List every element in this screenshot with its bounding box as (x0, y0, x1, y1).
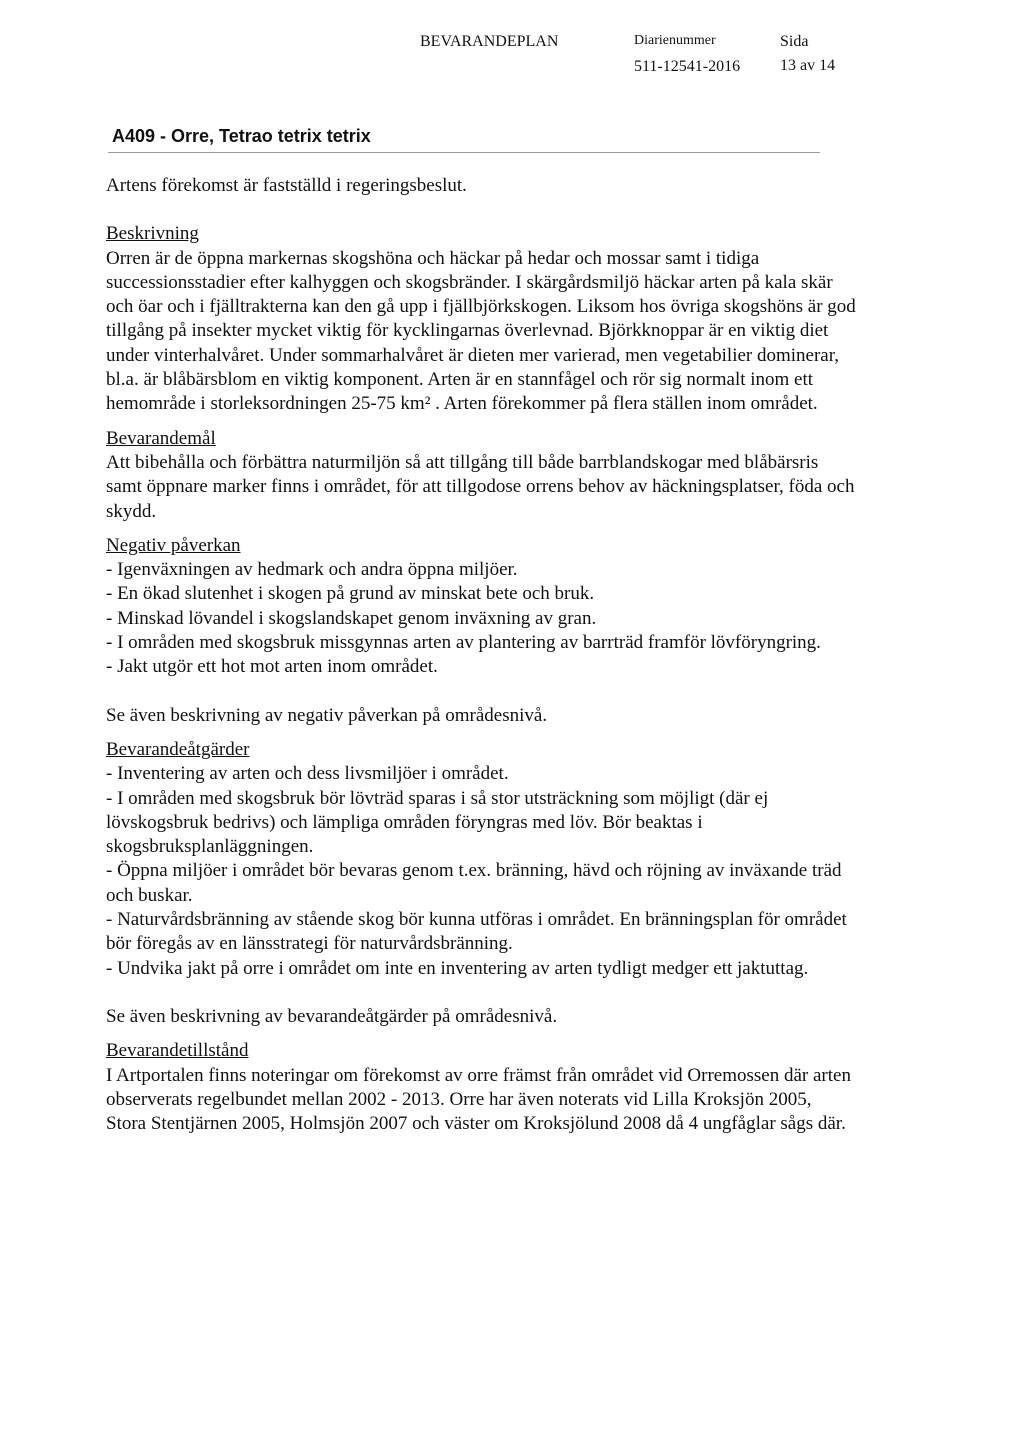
bevarandetillstand-text: I Artportalen finns noteringar om förekomst av orre främst från området vid Orremossen där arten observerats regelbundet mellan 2002 - 2013. Orre har även noterats vid Lilla Kroksjön 2005, Stora Stentjärnen 2005, Holmsjön 2007 och väster om Kroksjölund 2008 då 4 ungfåglar sågs där. (106, 1064, 851, 1135)
section-bevarandetillstand (106, 1039, 856, 1136)
list-item: - Jakt utgör ett hot mot arten inom området. (106, 656, 438, 678)
list-item: - Öppna miljöer i området bör bevaras genom t.ex. bränning, hävd och röjning av inväxande träd och buskar. (106, 860, 842, 906)
list-item: - I områden med skogsbruk missgynnas arten av plantering av barrträd framför lövföryngring. (106, 632, 821, 654)
list-item: - En ökad slutenhet i skogen på grund av minskat bete och bruk. (106, 583, 595, 605)
spacer (106, 680, 856, 704)
diarienummer-value: 511-12541-2016 (634, 58, 741, 75)
section-title-bevarandetillstand: Bevarandetillstånd (106, 1040, 249, 1062)
spacer (106, 728, 856, 738)
section-bevarandeatgarder (106, 738, 856, 1029)
spacer (106, 981, 856, 1005)
species-heading: A409 - Orre, Tetrao tetrix tetrix (112, 126, 371, 146)
list-item: - I områden med skogsbruk bör lövträd sparas i så stor utsträckning som möjligt (där ej lövskogsbruk bedrivs) och lämpliga områden föryngras med löv. Bör beaktas i skogsbruksplanläggningen. (106, 787, 769, 858)
section-title-beskrivning: Beskrivning (106, 223, 199, 245)
section-title-bevarandeatgarder: Bevarandeåtgärder (106, 738, 250, 760)
section-bevarandemal (106, 427, 856, 524)
document-type: BEVARANDEPLAN (420, 33, 559, 50)
spacer (106, 1029, 856, 1039)
spacer (106, 524, 856, 534)
bevarandeatgarder-list (106, 762, 856, 981)
page-label: Sida (780, 33, 809, 50)
negativ-paverkan-see-also: Se även beskrivning av negativ påverkan på områdesnivå. (106, 704, 548, 726)
list-item: - Minskad lövandel i skogslandskapet genom inväxning av gran. (106, 607, 597, 629)
bevarandemal-text: Att bibehålla och förbättra naturmiljön så att tillgång till både barrblandskogar med blåbärsris samt öppnare marker finns i området, för att tillgodose orrens behov av häckningsplatser, föda och skydd. (106, 451, 855, 522)
list-item: - Naturvårdsbränning av stående skog bör kunna utföras i området. En bränningsplan för området bör föregås av en länsstrategi för naturvårdsbränning. (106, 909, 847, 955)
bevarandeatgarder-see-also: Se även beskrivning av bevarandeåtgärder på områdesnivå. (106, 1005, 558, 1027)
beskrivning-text: Orren är de öppna markernas skogshöna och häckar på hedar och mossar samt i tidiga successionsstadier efter kalhyggen och skogsbränder. I skärgårdsmiljö häckar arten på kala skär och öar och i fjälltrakterna kan den gå upp i fjällbjörkskogen. Liksom hos övriga skogshöns är god tillgång på insekter mycket viktig för kycklingarnas överlevnad. Björkknoppar är en viktig diet under vinterhalvåret. Under sommarhalvåret är dieten mer varierad, men vegetabilier dominerar, bl.a. är blåbärsblom en viktig komponent. Arten är en stannfågel och rör sig normalt inom ett hemområde i storleksordningen 25-75 km² . Arten förekommer på flera ställen inom området. (106, 247, 856, 415)
list-item: - Inventering av arten och dess livsmiljöer i området. (106, 763, 509, 785)
section-beskrivning (106, 222, 856, 416)
section-negativ-paverkan (106, 534, 856, 728)
section-title-bevarandemal: Bevarandemål (106, 427, 216, 449)
section-title-negativ-paverkan: Negativ påverkan (106, 534, 241, 556)
intro-text: Artens förekomst är fastställd i regeringsbeslut. (106, 175, 467, 196)
document-body (106, 174, 856, 1136)
diarienummer-label: Diarienummer (634, 33, 716, 48)
spacer (106, 417, 856, 427)
list-item: - Igenväxningen av hedmark och andra öppna miljöer. (106, 559, 518, 581)
spacer (106, 198, 856, 222)
negativ-paverkan-list (106, 558, 856, 679)
page-number: 13 av 14 (780, 57, 836, 74)
species-heading-block (108, 124, 820, 153)
list-item: - Undvika jakt på orre i området om inte en inventering av arten tydligt medger ett jaktuttag. (106, 957, 809, 979)
